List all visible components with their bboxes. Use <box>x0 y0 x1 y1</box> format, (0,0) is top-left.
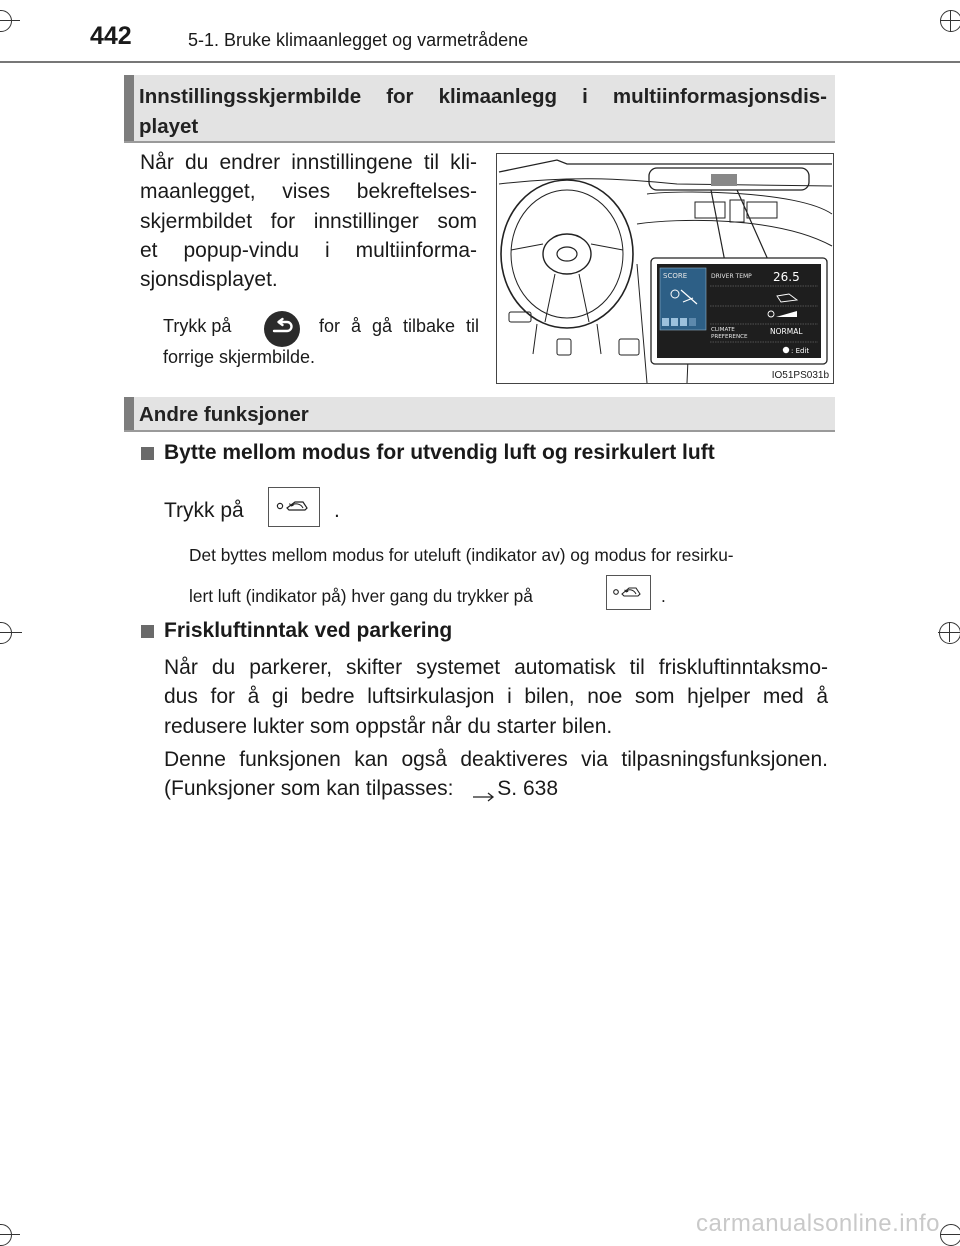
square-bullet <box>141 625 154 638</box>
back-note-before: Trykk på <box>163 316 232 336</box>
intro-paragraph <box>140 148 477 294</box>
press-before: Trykk på <box>164 499 244 522</box>
back-note-line2: forrige skjermbilde. <box>163 347 316 367</box>
dashboard-illustration <box>497 154 833 383</box>
section-heading-climate-settings <box>124 75 835 143</box>
item-heading-fresh-air: Friskluftinntak ved parkering <box>164 619 453 642</box>
driver-temp-label: DRIVER TEMP <box>711 273 752 280</box>
header-divider <box>0 61 960 63</box>
score-label: SCORE <box>663 272 688 280</box>
dashboard-figure <box>496 153 834 384</box>
recirculation-note-line2: lert luft (indikator på) hver gang du trykker på <box>189 586 533 606</box>
intro-line: sjonsdisplayet. <box>140 268 278 292</box>
intro-line: maanlegget, vises bekreftelses- <box>140 180 477 204</box>
section-heading-text: Andre funksjoner <box>139 403 309 426</box>
climate-pref-line2: PREFERENCE <box>711 334 748 340</box>
fresh-air-paragraph <box>164 653 828 741</box>
fresh-air-line: redusere lukter som oppstår når du starter bilen. <box>164 714 613 738</box>
page-reference[interactable]: S. 638 <box>497 777 559 801</box>
section-heading-bar <box>124 397 134 430</box>
figure-code: IO51PS031b <box>771 370 829 381</box>
edit-label: : Edit <box>791 347 810 355</box>
back-arrow-icon <box>264 311 300 347</box>
page-reference-arrow-icon <box>471 783 497 797</box>
watermark: carmanualsonline.info <box>696 1210 940 1237</box>
recirculation-button-icon-small <box>606 575 651 610</box>
customize-line: Denne funksjonen kan også deaktiveres via tilpasningsfunksjonen. <box>164 748 828 771</box>
customize-paragraph <box>164 745 828 804</box>
recirculation-note-end: . <box>661 586 666 606</box>
intro-line: skjermbildet for innstillinger som <box>140 209 477 233</box>
item-heading-recirculation: Bytte mellom modus for utvendig luft og resirkulert luft <box>164 441 715 464</box>
fresh-air-line: Når du parkerer, skifter systemet automatisk til friskluftinntaksmo- <box>164 656 828 679</box>
temp-value: 26.5 <box>773 270 800 284</box>
customize-line-text: (Funksjoner som kan tilpasses: <box>164 777 454 801</box>
section-heading-bar <box>124 75 134 141</box>
intro-line: Når du endrer innstillingene til kli- <box>140 151 477 174</box>
recirculation-button-icon <box>268 487 320 527</box>
fresh-air-line: dus for å gi bedre luftsirkulasjon i bilen, noe som hjelper med å <box>164 685 828 709</box>
intro-line: et popup-vindu i multiinforma- <box>140 238 477 262</box>
climate-pref-line1: CLIMATE <box>711 327 735 333</box>
normal-label: NORMAL <box>770 327 803 336</box>
recirculation-note-line1: Det byttes mellom modus for uteluft (indikator av) og modus for resirku- <box>189 545 734 565</box>
section-heading-line2: playet <box>139 115 199 138</box>
section-heading-line1: Innstillingsskjermbilde for klimaanlegg i multiinformasjonsdis- <box>139 85 827 108</box>
customize-line <box>164 774 828 803</box>
chapter-title: 5-1. Bruke klimaanlegget og varmetrådene <box>188 30 529 50</box>
page-number: 442 <box>90 22 132 50</box>
section-heading-other-functions <box>124 397 835 432</box>
square-bullet <box>141 447 154 460</box>
back-note-after: for å gå tilbake til <box>319 316 479 336</box>
press-after: . <box>334 499 340 522</box>
